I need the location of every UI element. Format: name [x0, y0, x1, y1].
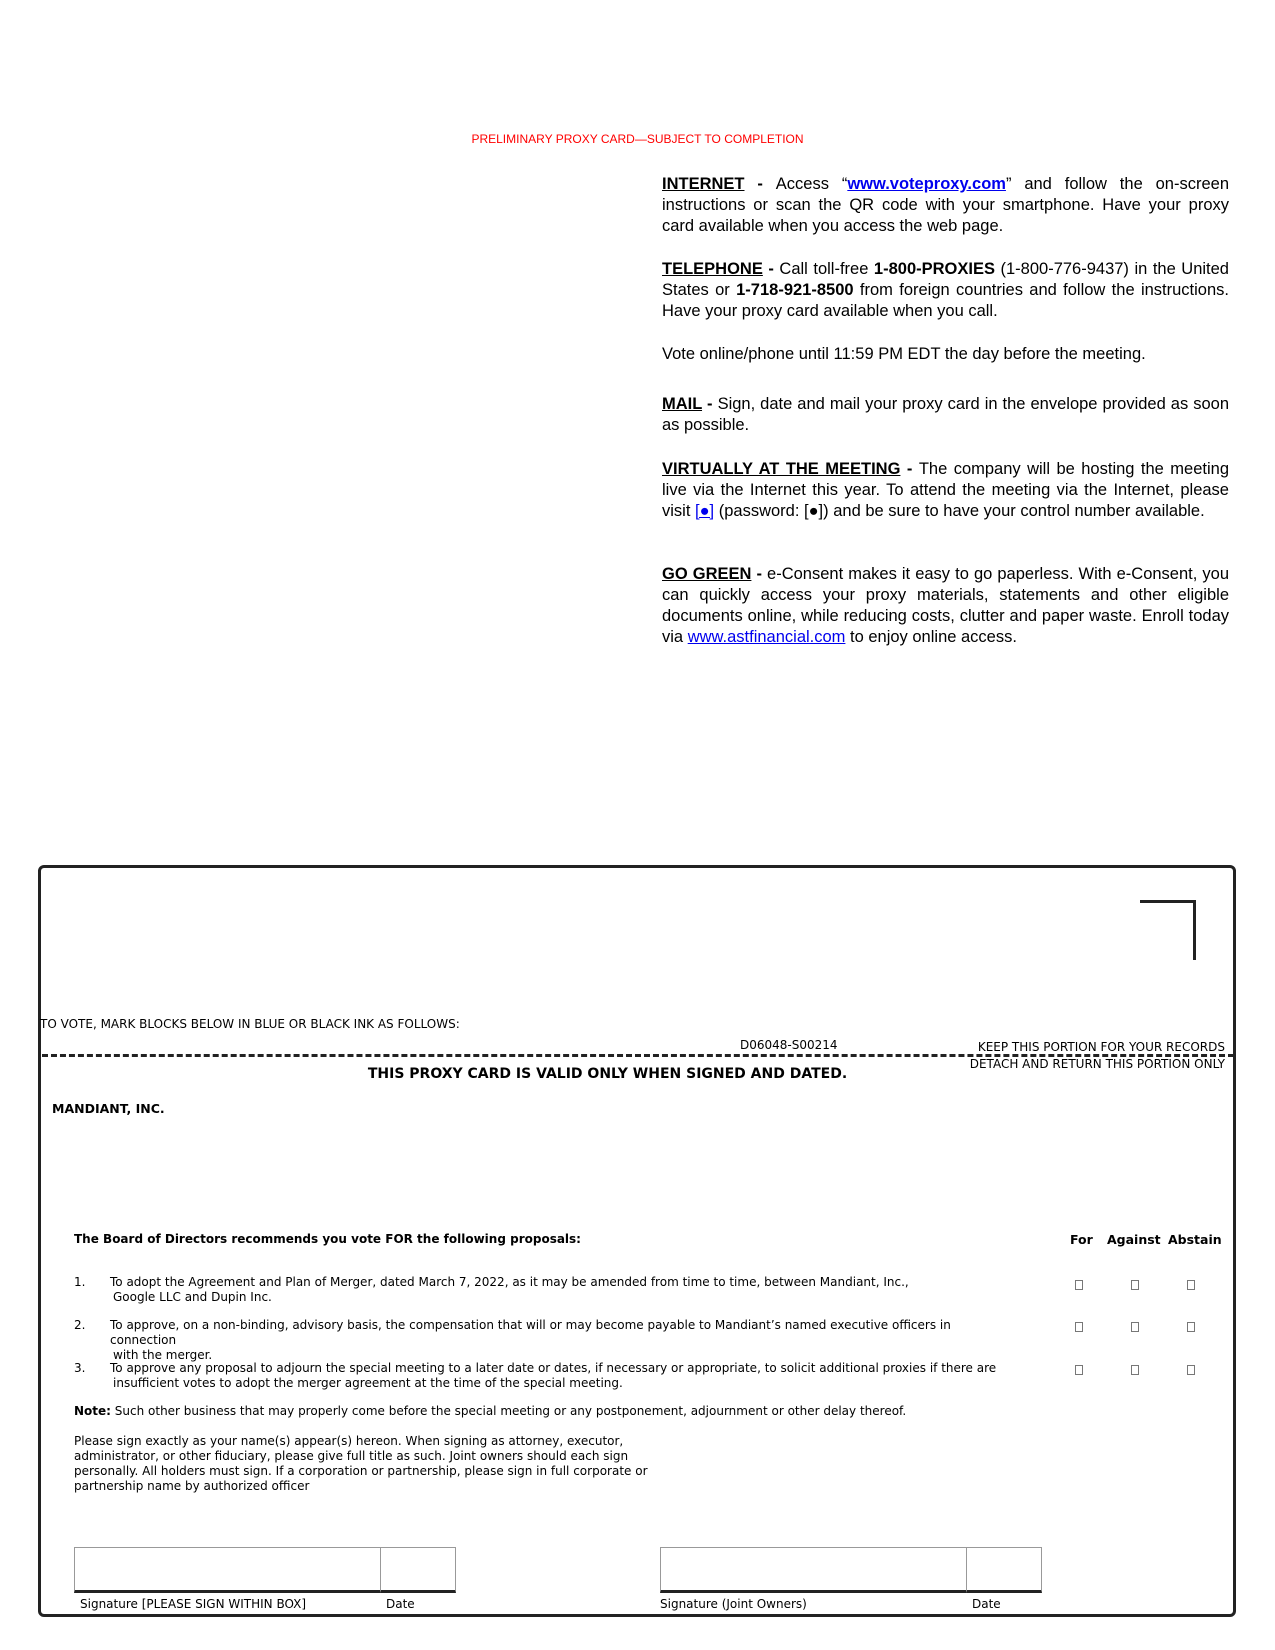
- proposal-text: [110, 1275, 1010, 1305]
- proposal-2-for-checkbox[interactable]: [1075, 1322, 1083, 1332]
- virtual-meeting-instructions: [662, 459, 1229, 522]
- joint-signature-label: Signature (Joint Owners): [660, 1597, 807, 1611]
- detach-portion-label: DETACH AND RETURN THIS PORTION ONLY: [969, 1057, 1225, 1071]
- tollfree-number: 1-800-PROXIES: [873, 260, 995, 278]
- proposal-1-abstain-checkbox[interactable]: [1187, 1280, 1195, 1290]
- proposal-line: with the merger.: [113, 1348, 213, 1362]
- deadline-text: Vote online/phone until 11:59 PM EDT the day before the meeting.: [662, 345, 1146, 363]
- separator: -: [751, 565, 768, 583]
- to-vote-instruction: TO VOTE, MARK BLOCKS BELOW IN BLUE OR BLACK INK AS FOLLOWS:: [40, 1017, 460, 1031]
- proposal-3-for-checkbox[interactable]: [1075, 1365, 1083, 1375]
- proposal-2-against-checkbox[interactable]: [1131, 1322, 1139, 1332]
- mail-instructions: [662, 394, 1229, 436]
- internet-heading: INTERNET: [662, 175, 745, 193]
- preliminary-notice: PRELIMINARY PROXY CARD—SUBJECT TO COMPLETION: [471, 132, 804, 146]
- mail-heading: MAIL: [662, 395, 703, 413]
- telephone-text: (1-800-776-9437) in the United States or: [662, 260, 1229, 299]
- mail-text: Sign, date and mail your proxy card in the envelope provided as soon as possible.: [662, 395, 1230, 434]
- date-box[interactable]: [380, 1547, 456, 1593]
- proposal-2-abstain-checkbox[interactable]: [1187, 1322, 1195, 1332]
- column-against: Against: [1107, 1232, 1161, 1247]
- telephone-heading: TELEPHONE: [662, 260, 763, 278]
- internet-instructions: [662, 174, 1229, 237]
- keep-portion-label: KEEP THIS PORTION FOR YOUR RECORDS: [977, 1040, 1225, 1054]
- separator: -: [702, 395, 718, 413]
- joint-date-box[interactable]: [966, 1547, 1042, 1593]
- gogreen-heading: GO GREEN: [662, 565, 752, 583]
- internet-text-after: ” and follow the on-screen instructions or scan the QR code with your smartphone. Have your proxy card available when you access the web page.: [662, 175, 1229, 235]
- separator: -: [762, 260, 780, 278]
- signature-box[interactable]: [74, 1547, 381, 1593]
- proposal-line: To adopt the Agreement and Plan of Merger, dated March 7, 2022, as it may be amended from time to time, between Mandiant, Inc.,: [110, 1275, 909, 1289]
- proposal-1-for-checkbox[interactable]: [1075, 1280, 1083, 1290]
- proposal-text: [110, 1361, 1010, 1391]
- proposal-number: 1.: [74, 1275, 86, 1289]
- proposal-line: Google LLC and Dupin Inc.: [113, 1290, 272, 1304]
- board-recommendation: The Board of Directors recommends you vote FOR the following proposals:: [74, 1232, 581, 1246]
- proposal-1-against-checkbox[interactable]: [1131, 1280, 1139, 1290]
- proposal-line: insufficient votes to adopt the merger agreement at the time of the special meeting.: [113, 1376, 623, 1390]
- corner-mark: [1140, 900, 1196, 960]
- proposal-number: 3.: [74, 1361, 86, 1375]
- note-label: Note:: [74, 1404, 111, 1418]
- astfinancial-link[interactable]: www.astfinancial.com: [687, 628, 846, 646]
- virtual-text: The company will be hosting the meeting live via the Internet this year. To attend the meeting via the Internet, please visit: [662, 460, 1229, 520]
- virtual-heading: VIRTUALLY AT THE MEETING: [662, 460, 901, 478]
- date-label: Date: [386, 1597, 415, 1611]
- proposal-3-against-checkbox[interactable]: [1131, 1365, 1139, 1375]
- virtual-text: (password: [●]) and be sure to have your control number available.: [714, 502, 1205, 520]
- separator: -: [900, 460, 919, 478]
- telephone-text: Call toll-free: [779, 260, 874, 278]
- proposal-number: 2.: [74, 1318, 86, 1332]
- internet-text: Access “: [775, 175, 848, 193]
- signature-label: Signature [PLEASE SIGN WITHIN BOX]: [80, 1597, 307, 1611]
- meeting-link[interactable]: [●]: [695, 502, 715, 520]
- column-abstain: Abstain: [1168, 1232, 1222, 1247]
- separator: -: [744, 175, 776, 193]
- control-code: D06048-S00214: [740, 1038, 838, 1052]
- proposal-3-abstain-checkbox[interactable]: [1187, 1365, 1195, 1375]
- gogreen-text: to enjoy online access.: [845, 628, 1017, 646]
- foreign-number: 1-718-921-8500: [736, 281, 854, 299]
- joint-date-label: Date: [972, 1597, 1001, 1611]
- gogreen-text: e-Consent makes it easy to go paperless. With e-Consent, you can quickly access your proxy materials, statements and other eligible documents online, while reducing costs, clutter and paper waste. Enroll today via: [662, 565, 1229, 646]
- note: [74, 1404, 906, 1418]
- note-text: Such other business that may properly come before the special meeting or any postponement, adjournment or other delay thereof.: [110, 1404, 907, 1418]
- valid-notice: THIS PROXY CARD IS VALID ONLY WHEN SIGNED AND DATED.: [367, 1066, 848, 1082]
- joint-signature-box[interactable]: [660, 1547, 967, 1593]
- go-green-instructions: [662, 564, 1229, 648]
- company-name: MANDIANT, INC.: [52, 1101, 165, 1116]
- proposal-line: To approve, on a non-binding, advisory basis, the compensation that will or may become payable to Mandiant’s named executive officers in connection: [110, 1318, 951, 1347]
- column-for: For: [1070, 1232, 1093, 1247]
- voteproxy-link[interactable]: www.voteproxy.com: [847, 175, 1006, 193]
- proposal-text: [110, 1318, 1010, 1363]
- vote-deadline: [662, 344, 1229, 365]
- signing-instructions: Please sign exactly as your name(s) appear(s) hereon. When signing as attorney, executor, administrator, or other fiduciary, please give full title as such. Joint owners should each sign personally. All holders must sign. If a corporation or partnership, please sign in full corporate or partnership name by authorized officer: [74, 1434, 648, 1493]
- telephone-instructions: [662, 259, 1229, 322]
- telephone-text: from foreign countries and follow the instructions. Have your proxy card available when you call.: [662, 281, 1229, 320]
- proposal-line: To approve any proposal to adjourn the special meeting to a later date or dates, if necessary or appropriate, to solicit additional proxies if there are: [110, 1361, 997, 1375]
